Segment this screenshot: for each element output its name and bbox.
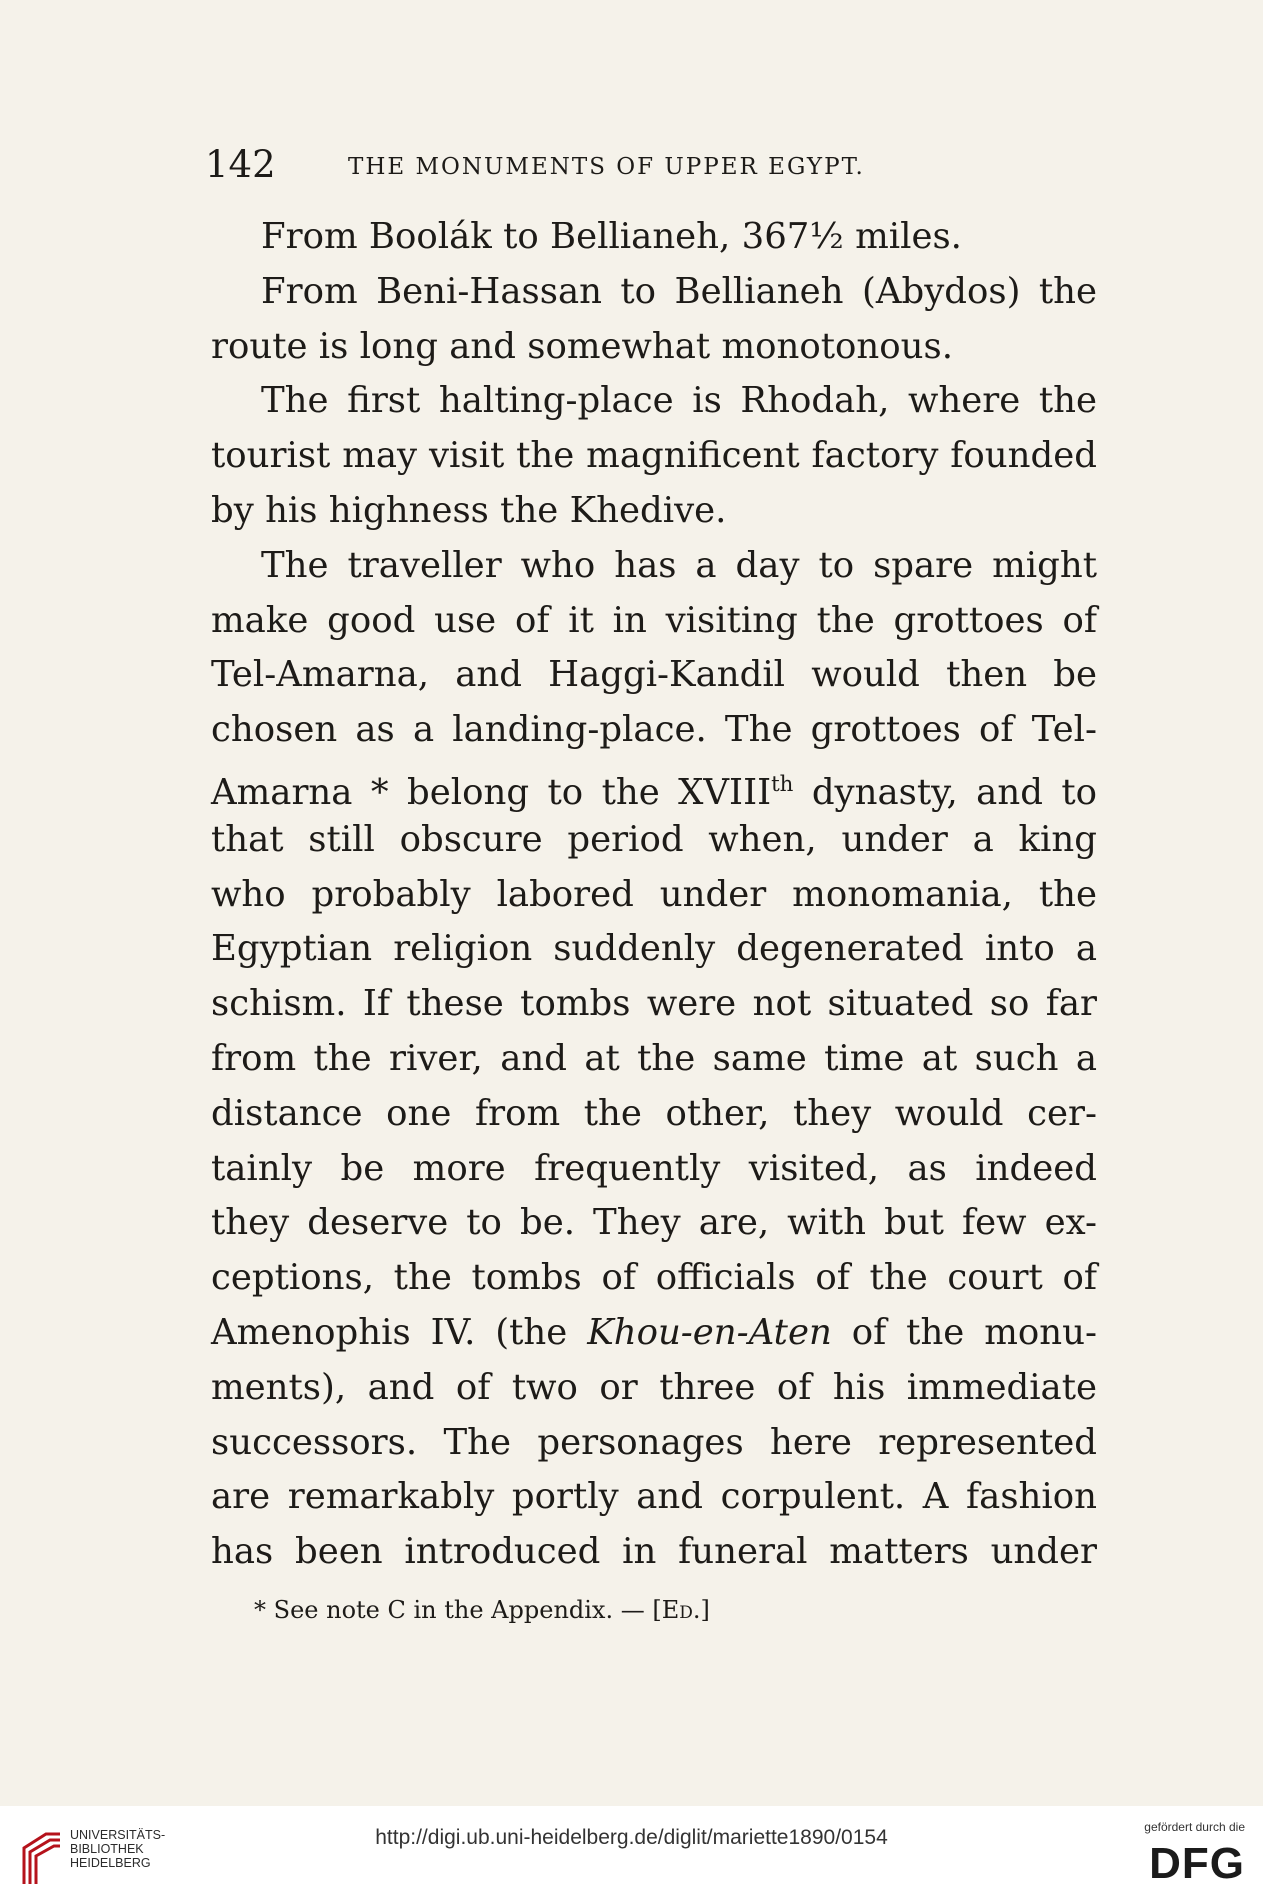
running-head: THE MONUMENTS OF UPPER EGYPT.	[348, 154, 865, 180]
text-line	[211, 758, 1097, 813]
text-line: From Boolák to Bellianeh, 367½ miles.	[261, 216, 962, 257]
source-url-link[interactable]: http://digi.ub.uni-heidelberg.de/diglit/mariette1890/0154	[375, 1826, 888, 1849]
page-number: 142	[205, 143, 276, 186]
library-line: HEIDELBERG	[70, 1856, 151, 1870]
text-line: by his highness the Khedive.	[211, 489, 727, 531]
text-segment: of the monu-	[831, 1311, 1097, 1353]
text-segment: dynasty, and to	[793, 771, 1097, 813]
digitization-footer	[0, 1806, 1263, 1896]
text-line: successors. The personages here represented	[211, 1421, 1097, 1463]
text-line: The first halting-place is Rhodah, where the	[261, 380, 1097, 422]
text-line: who probably labored under monomania, the	[211, 873, 1097, 915]
text-line: route is long and somewhat monotonous.	[211, 325, 953, 367]
text-line: make good use of it in visiting the grottoes of	[211, 599, 1097, 641]
text-line: from the river, and at the same time at such a	[211, 1037, 1097, 1079]
text-line: chosen as a landing-place. The grottoes of Tel-	[211, 709, 1097, 751]
body-text	[211, 210, 1097, 1580]
text-line: schism. If these tombs were not situated so far	[211, 983, 1097, 1025]
superscript: th	[771, 771, 794, 797]
page-header	[205, 140, 1075, 190]
text-line	[211, 1306, 1097, 1361]
text-segment: Amarna * belong to the XVIII	[211, 771, 772, 813]
text-line: distance one from the other, they would cer-	[211, 1092, 1097, 1134]
text-line: are remarkably portly and corpulent. A fashion	[211, 1476, 1097, 1518]
footnote-ed: Ed.	[661, 1596, 701, 1624]
text-line: The traveller who has a day to spare might	[261, 544, 1097, 586]
italic-term: Khou-en-Aten	[587, 1311, 832, 1353]
text-line: ceptions, the tombs of officials of the court of	[211, 1257, 1097, 1299]
text-line: that still obscure period when, under a king	[211, 818, 1097, 860]
text-line: tourist may visit the magnificent factory founded	[211, 435, 1097, 477]
text-line: tainly be more frequently visited, as indeed	[211, 1147, 1097, 1189]
dfg-caption: gefördert durch die	[1144, 1820, 1245, 1834]
text-line: Tel-Amarna, and Haggi-Kandil would then be	[211, 654, 1097, 696]
text-line: they deserve to be. They are, with but few ex-	[211, 1202, 1097, 1244]
library-line: BIBLIOTHEK	[70, 1842, 144, 1856]
footnote-close: ]	[700, 1596, 710, 1624]
footnote-text: * See note C in the Appendix. — [	[254, 1596, 662, 1624]
text-line: Egyptian religion suddenly degenerated into a	[211, 928, 1097, 970]
text-line: has been introduced in funeral matters under	[211, 1531, 1097, 1573]
footnote	[254, 1594, 710, 1626]
text-line: From Beni-Hassan to Bellianeh (Abydos) the	[261, 270, 1097, 312]
text-line: ments), and of two or three of his immediate	[211, 1366, 1097, 1408]
dfg-logo: DFG	[1149, 1839, 1245, 1888]
text-segment: Amenophis IV. (the	[211, 1311, 588, 1353]
library-line: UNIVERSITÄTS-	[70, 1828, 166, 1842]
